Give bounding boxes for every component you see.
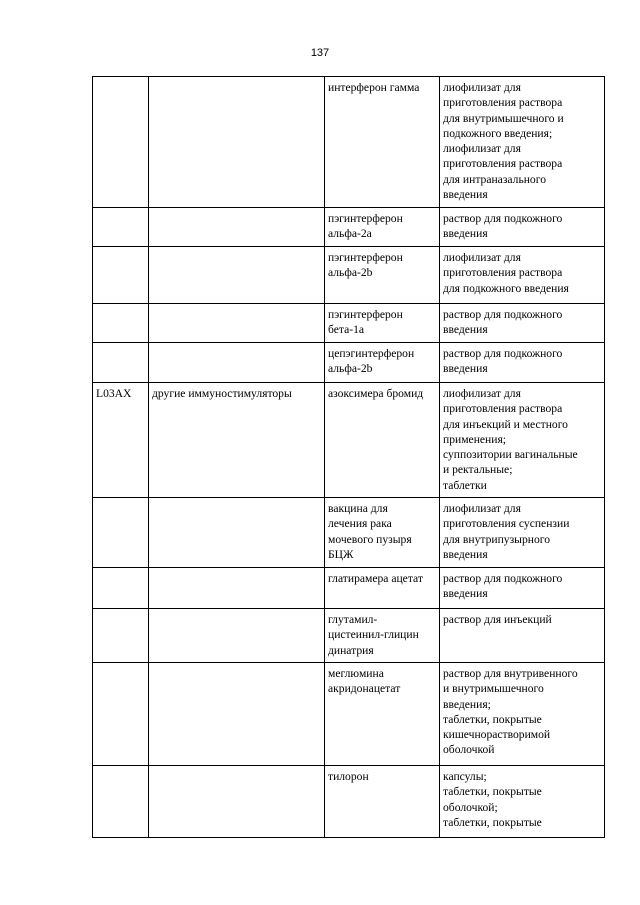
drug-name-cell-line: лечения рака — [328, 517, 392, 531]
dosage-form-cell-line: приготовления раствора — [443, 157, 563, 171]
drug-name-cell — [325, 662, 440, 765]
drug-table-body — [93, 77, 605, 838]
dosage-form-cell-line: применения; — [443, 432, 507, 446]
table-row — [93, 609, 605, 663]
dosage-form-cell-line: и внутримышечного — [443, 682, 544, 696]
drug-name-cell-line: мочевого пузыря — [328, 532, 412, 546]
drug-name-cell — [325, 304, 440, 343]
atc-code-cell — [93, 77, 149, 208]
drug-name-cell-line: интерферон гамма — [328, 81, 420, 94]
dosage-form-cell — [440, 343, 605, 383]
group-name-cell — [149, 77, 325, 208]
dosage-form-cell-line: раствор для инъекций — [443, 613, 552, 627]
drug-name-cell-line: БЦЖ — [328, 547, 354, 561]
drug-name-cell-line: цистеинил-глицин — [328, 628, 419, 642]
dosage-form-cell-line: раствор для подкожного — [443, 572, 563, 586]
dosage-form-cell-line: для инъекций и местного — [443, 417, 568, 431]
table-row — [93, 343, 605, 383]
drug-name-cell-line: глатирамера ацетат — [328, 572, 423, 586]
dosage-form-cell-line: введения — [443, 362, 488, 376]
dosage-form-cell-line: суппозитории вагинальные — [443, 448, 578, 462]
page-number: 137 — [310, 47, 330, 59]
dosage-form-cell-line: лиофилизат для — [443, 142, 521, 156]
drug-name-cell — [325, 609, 440, 663]
drug-name-cell — [325, 343, 440, 383]
drug-name-cell — [325, 247, 440, 304]
drug-name-cell-line: альфа-2b — [328, 362, 373, 376]
dosage-form-cell — [440, 498, 605, 568]
dosage-form-cell — [440, 765, 605, 837]
dosage-form-cell-line: подкожного введения; — [443, 126, 553, 140]
dosage-form-cell-line: введения — [443, 587, 488, 601]
dosage-form-cell-line: для внутрипузырного — [443, 532, 551, 546]
dosage-form-cell-line: введения — [443, 547, 488, 561]
atc-code-cell — [93, 609, 149, 663]
group-name-cell — [149, 568, 325, 609]
dosage-form-cell-line: лиофилизат для — [443, 502, 521, 516]
drug-name-cell-line: азоксимера бромид — [328, 387, 424, 400]
drug-name-cell-line: глутамил- — [328, 613, 378, 627]
atc-code-cell: L03AX — [93, 383, 149, 498]
drug-name-cell-line: бета-1a — [328, 323, 365, 337]
drug-name-cell-line: тилорон — [328, 769, 369, 783]
table-row — [93, 77, 605, 208]
group-name-cell — [149, 498, 325, 568]
dosage-form-cell-line: для интраназального — [443, 172, 546, 186]
dosage-form-cell-line: оболочкой; — [443, 800, 498, 814]
dosage-form-cell-line: оболочкой — [443, 743, 495, 757]
dosage-form-cell-line: введения — [443, 188, 488, 202]
dosage-form-cell-line: таблетки, покрытые — [443, 712, 542, 726]
dosage-form-cell — [440, 247, 605, 304]
atc-code-cell — [93, 498, 149, 568]
table-row — [93, 304, 605, 343]
drug-name-cell-line: пэгинтерферон — [328, 308, 403, 321]
drug-name-cell-line: цепэгинтерферон — [328, 347, 415, 360]
dosage-form-cell-line: введения; — [443, 697, 491, 711]
dosage-form-cell-line: введения — [443, 323, 488, 337]
group-name-cell — [149, 765, 325, 837]
atc-code-cell — [93, 765, 149, 837]
dosage-form-cell-line: лиофилизат для — [443, 81, 521, 94]
drug-name-cell-line: акридонацетат — [328, 682, 401, 696]
dosage-form-cell-line: приготовления раствора — [443, 402, 563, 416]
table-row — [93, 247, 605, 304]
dosage-form-cell-line: приготовления раствора — [443, 96, 563, 110]
drug-name-cell — [325, 77, 440, 208]
table-row — [93, 383, 605, 498]
atc-code-cell — [93, 304, 149, 343]
group-name-cell — [149, 662, 325, 765]
dosage-form-cell-line: приготовления суспензии — [443, 517, 570, 531]
dosage-form-cell-line: для внутримышечного и — [443, 111, 564, 125]
dosage-form-cell-line: раствор для подкожного — [443, 212, 563, 225]
drug-name-cell-line: альфа-2a — [328, 227, 372, 241]
dosage-form-cell-line: введения — [443, 227, 488, 241]
table-row — [93, 568, 605, 609]
dosage-form-cell-line: раствор для подкожного — [443, 347, 563, 360]
drug-name-cell — [325, 383, 440, 498]
atc-code-cell — [93, 662, 149, 765]
dosage-form-cell — [440, 662, 605, 765]
drug-name-cell-line: пэгинтерферон — [328, 251, 403, 264]
atc-code-cell — [93, 343, 149, 383]
dosage-form-cell-line: и ректальные; — [443, 463, 513, 477]
drug-name-cell — [325, 765, 440, 837]
group-name-cell — [149, 609, 325, 663]
group-name-cell — [149, 247, 325, 304]
dosage-form-cell-line: раствор для внутривенного — [443, 666, 578, 680]
dosage-form-cell-line: таблетки, покрытые — [443, 815, 542, 829]
group-name-cell — [149, 304, 325, 343]
drug-name-cell-line: альфа-2b — [328, 266, 373, 280]
drug-name-cell — [325, 568, 440, 609]
dosage-form-cell-line: кишечнорастворимой — [443, 728, 551, 742]
drug-name-cell — [325, 208, 440, 247]
group-name-cell: другие иммуностимуляторы — [149, 383, 325, 498]
drug-name-cell-line: меглюмина — [328, 666, 384, 680]
dosage-form-cell — [440, 383, 605, 498]
drug-name-cell-line: пэгинтерферон — [328, 212, 403, 225]
group-name-cell — [149, 208, 325, 247]
dosage-form-cell — [440, 304, 605, 343]
dosage-form-cell — [440, 609, 605, 663]
dosage-form-cell — [440, 77, 605, 208]
dosage-form-cell — [440, 208, 605, 247]
dosage-form-cell-line: раствор для подкожного — [443, 308, 563, 321]
drug-name-cell — [325, 498, 440, 568]
table-row — [93, 498, 605, 568]
table-row — [93, 208, 605, 247]
group-name-cell — [149, 343, 325, 383]
dosage-form-cell-line: лиофилизат для — [443, 251, 521, 264]
dosage-form-cell-line: лиофилизат для — [443, 387, 521, 400]
drug-table — [92, 76, 605, 838]
dosage-form-cell-line: приготовления раствора — [443, 266, 563, 280]
atc-code-cell — [93, 247, 149, 304]
dosage-form-cell-line: таблетки — [443, 478, 487, 492]
table-row — [93, 765, 605, 837]
dosage-form-cell-line: таблетки, покрытые — [443, 785, 542, 799]
drug-name-cell-line: вакцина для — [328, 502, 388, 516]
dosage-form-cell-line: капсулы; — [443, 769, 487, 783]
dosage-form-cell — [440, 568, 605, 609]
drug-name-cell-line: динатрия — [328, 643, 374, 657]
dosage-form-cell-line: для подкожного введения — [443, 281, 569, 295]
atc-code-cell — [93, 208, 149, 247]
table-row — [93, 662, 605, 765]
atc-code-cell — [93, 568, 149, 609]
